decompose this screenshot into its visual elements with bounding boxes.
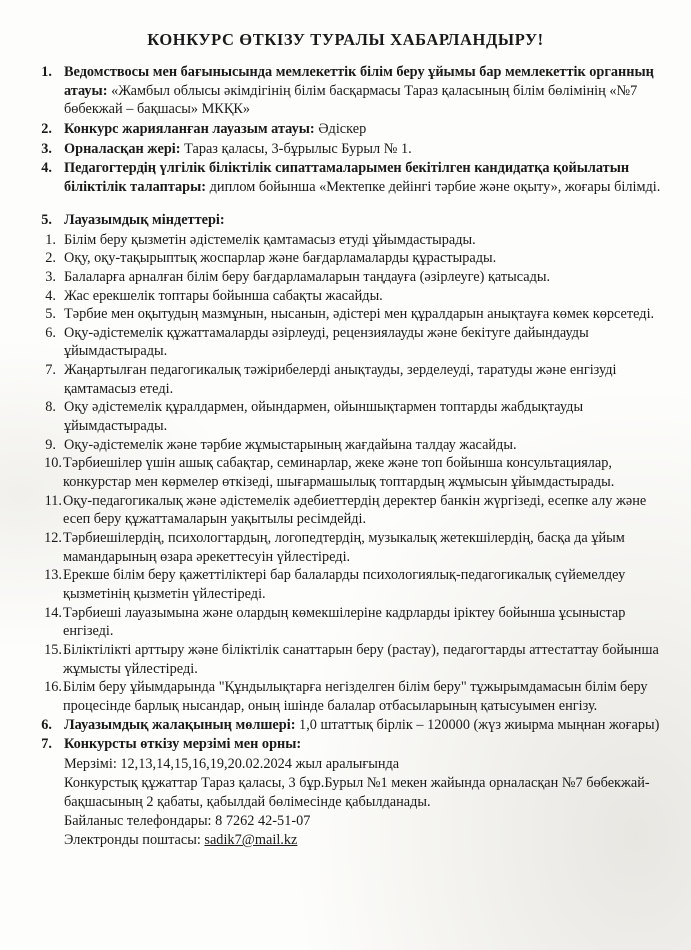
- duty-number: 6.: [45, 324, 56, 341]
- duty-text: Балаларға арналған білім беру бағдарламаларын таңдауға (әзірлеуге) қатысады.: [64, 268, 551, 285]
- duty-text: Оқу, оқу-тақырыптық жоспарлар және бағдарламаларды құрастырады.: [64, 250, 497, 267]
- duty-text: Оқу-әдістемелік құжаттамаларды әзірлеуді, рецензиялауды және бекітуге дайындауды ұйымдастырады.: [64, 324, 589, 360]
- clause-3-number: 3.: [41, 140, 52, 157]
- duty-item: [26, 454, 665, 491]
- clause-7: [26, 735, 665, 754]
- duty-text: Оқу-әдістемелік және тәрбие жұмыстарының жағдайына талдау жасайды.: [64, 436, 517, 453]
- duty-item: [26, 268, 665, 287]
- duty-item: [26, 529, 665, 566]
- clause-4-value: диплом бойынша «Мектепке дейінгі тәрбие және оқыту», жоғары білімді.: [209, 179, 661, 196]
- clause-3: [26, 140, 665, 159]
- duty-number: 16.: [44, 679, 62, 696]
- duty-number: 5.: [45, 306, 56, 323]
- duty-text: Тәрбиеші лауазымына және олардың көмекшілеріне кадрларды іріктеу бойынша ұсыныстар енгізеді.: [63, 604, 626, 640]
- duty-number: 3.: [45, 268, 56, 285]
- duty-number: 12.: [44, 530, 62, 547]
- clause-1-number: 1.: [41, 63, 52, 80]
- duty-item: [26, 398, 665, 435]
- duty-number: 10.: [44, 455, 62, 472]
- duty-item: [26, 436, 665, 455]
- duty-number: 1.: [45, 231, 56, 248]
- duty-text: Тәрбие мен оқытудың мазмұнын, нысанын, әдістері мен құралдарын анықтауға көмек көрсетеді.: [64, 306, 655, 323]
- contact-email-label: Электронды поштасы:: [64, 832, 201, 849]
- duty-item: [26, 231, 665, 250]
- duty-number: 4.: [45, 287, 56, 304]
- duty-item: [26, 324, 665, 361]
- clause-4: [26, 159, 665, 196]
- clause-4-number: 4.: [41, 160, 52, 177]
- duty-number: 9.: [45, 436, 56, 453]
- clause-7-number: 7.: [41, 736, 52, 753]
- duties-list: [26, 231, 665, 716]
- clause-1-value: «Жамбыл облысы әкімдігінің білім басқармасы Тараз қаласының білім бөлімінің «№7 бөбекжай – бақшасы» МКҚК»: [64, 82, 638, 118]
- clause-3-value: Тараз қаласы, 3-бұрылыс Бурыл № 1.: [184, 140, 412, 157]
- duty-number: 14.: [44, 604, 62, 621]
- contact-email-link[interactable]: sadik7@mail.kz: [204, 832, 298, 849]
- clause-1-label: Ведомствосы мен бағынысында мемлекеттік білім беру ұйымы бар мемлекеттік органның атауы:: [64, 63, 654, 99]
- duty-item: [26, 604, 665, 641]
- clause-6-number: 6.: [41, 716, 52, 733]
- clause-6-label: Лауазымдық жалақының мөлшері:: [64, 716, 296, 733]
- clause-7-label: Конкурсты өткізу мерзімі мен орны:: [64, 736, 302, 753]
- contact-phone-label: Байланыс телефондары:: [64, 813, 212, 830]
- duty-text: Білім беру қызметін әдістемелік қамтамасыз етуді ұйымдастырады.: [64, 231, 476, 248]
- contact-email-line: [26, 831, 665, 850]
- duty-text: Ерекше білім беру қажеттіліктері бар балаларды психологиялық-педагогикалық сүйемелдеу қызметінің қызметін үйлестіреді.: [63, 567, 626, 603]
- duty-number: 2.: [45, 250, 56, 267]
- section-spacer: [26, 198, 665, 211]
- duty-item: [26, 361, 665, 398]
- duty-text: Жаңартылған педагогикалық тәжірибелерді анықтауды, зерделеуді, таратуды және енгізуді қамтамасыз етеді.: [64, 362, 617, 397]
- clause-3-label: Орналасқан жері:: [64, 140, 181, 157]
- clause-5-number: 5.: [41, 211, 52, 228]
- duty-item: [26, 566, 665, 603]
- duty-number: 13.: [44, 567, 62, 584]
- clause-5-label: Лауазымдық міндеттері:: [64, 211, 225, 228]
- clause-6: [26, 716, 665, 735]
- clause-6-value: 1,0 штаттық бірлік – 120000 (жүз жиырма мыңнан жоғары): [299, 716, 660, 733]
- clause-2-number: 2.: [41, 120, 52, 137]
- contact-phone-line: [26, 812, 665, 831]
- clause-2-value: Әдіскер: [318, 120, 367, 137]
- duty-item: [26, 305, 665, 324]
- duty-number: 15.: [44, 641, 62, 658]
- competition-place: Конкурстық құжаттар Тараз қаласы, 3 бұр.Бурыл №1 мекен жайында орналасқан №7 бөбекжай-бақшасының 2 қабаты, қабылдай бөлімесінде қабылданады.: [64, 775, 650, 811]
- duty-text: Тәрбиешілер үшін ашық сабақтар, семинарлар, жеке және топ бойынша консультациялар, конкурстар мен көрмелер өткізеді, шығармашылық топтардың жұмысын ұйымдастырады.: [63, 455, 615, 491]
- clause-1: [26, 63, 665, 119]
- competition-deadline: Мерзімі: 12,13,14,15,16,19,20.02.2024 жыл аралығында: [64, 756, 400, 773]
- duty-item: [26, 492, 665, 529]
- duty-text: Біліктілікті арттыру және біліктілік санаттарын беру (растау), педагогтарды аттестаттау бойынша жұмысты үйлестіреді.: [63, 641, 659, 677]
- duty-item: [26, 287, 665, 306]
- duty-number: 8.: [45, 399, 56, 416]
- page-title: КОНКУРС ӨТКІЗУ ТУРАЛЫ ХАБАРЛАНДЫРУ!: [147, 30, 544, 49]
- duty-text: Білім беру ұйымдарында "Құндылықтарға негізделген білім беру" тұжырымдамасын білім беру процесінде барлық нысандар, оның ішінде балалар отбасыларының қатысуымен енгізу.: [63, 679, 648, 714]
- contact-phone-value: 8 7262 42-51-07: [215, 813, 311, 830]
- duty-number: 11.: [44, 492, 62, 509]
- clause-5: [26, 211, 665, 230]
- clause-2: [26, 120, 665, 139]
- duty-text: Тәрбиешілердің, психологтардың, логопедтердің, музыкалық жетекшілердің, басқа да ұйым мамандарының өзара әрекеттесуін үйлестіреді.: [63, 530, 625, 565]
- duty-item: [26, 678, 665, 715]
- duty-text: Оқу-педагогикалық және әдістемелік әдебиеттердің деректер банкін жүргізеді, есепке алу және есеп беру құжаттамаларын уақытылы ресімдейді.: [63, 492, 647, 528]
- clause-4-label: Педагогтердің үлгілік біліктілік сипаттамаларымен бекітілген кандидатқа қойылатын біліктілік талаптары:: [64, 160, 630, 196]
- duty-item: [26, 249, 665, 268]
- clause-2-label: Конкурс жарияланған лауазым атауы:: [64, 120, 315, 137]
- duty-text: Жас ерекшелік топтары бойынша сабақты жасайды.: [64, 287, 383, 304]
- duty-item: [26, 641, 665, 678]
- duty-number: 7.: [45, 362, 56, 379]
- duty-text: Оқу әдістемелік құралдармен, ойындармен, ойыншықтармен топтарды жабдықтауды ұйымдастырады.: [64, 399, 584, 435]
